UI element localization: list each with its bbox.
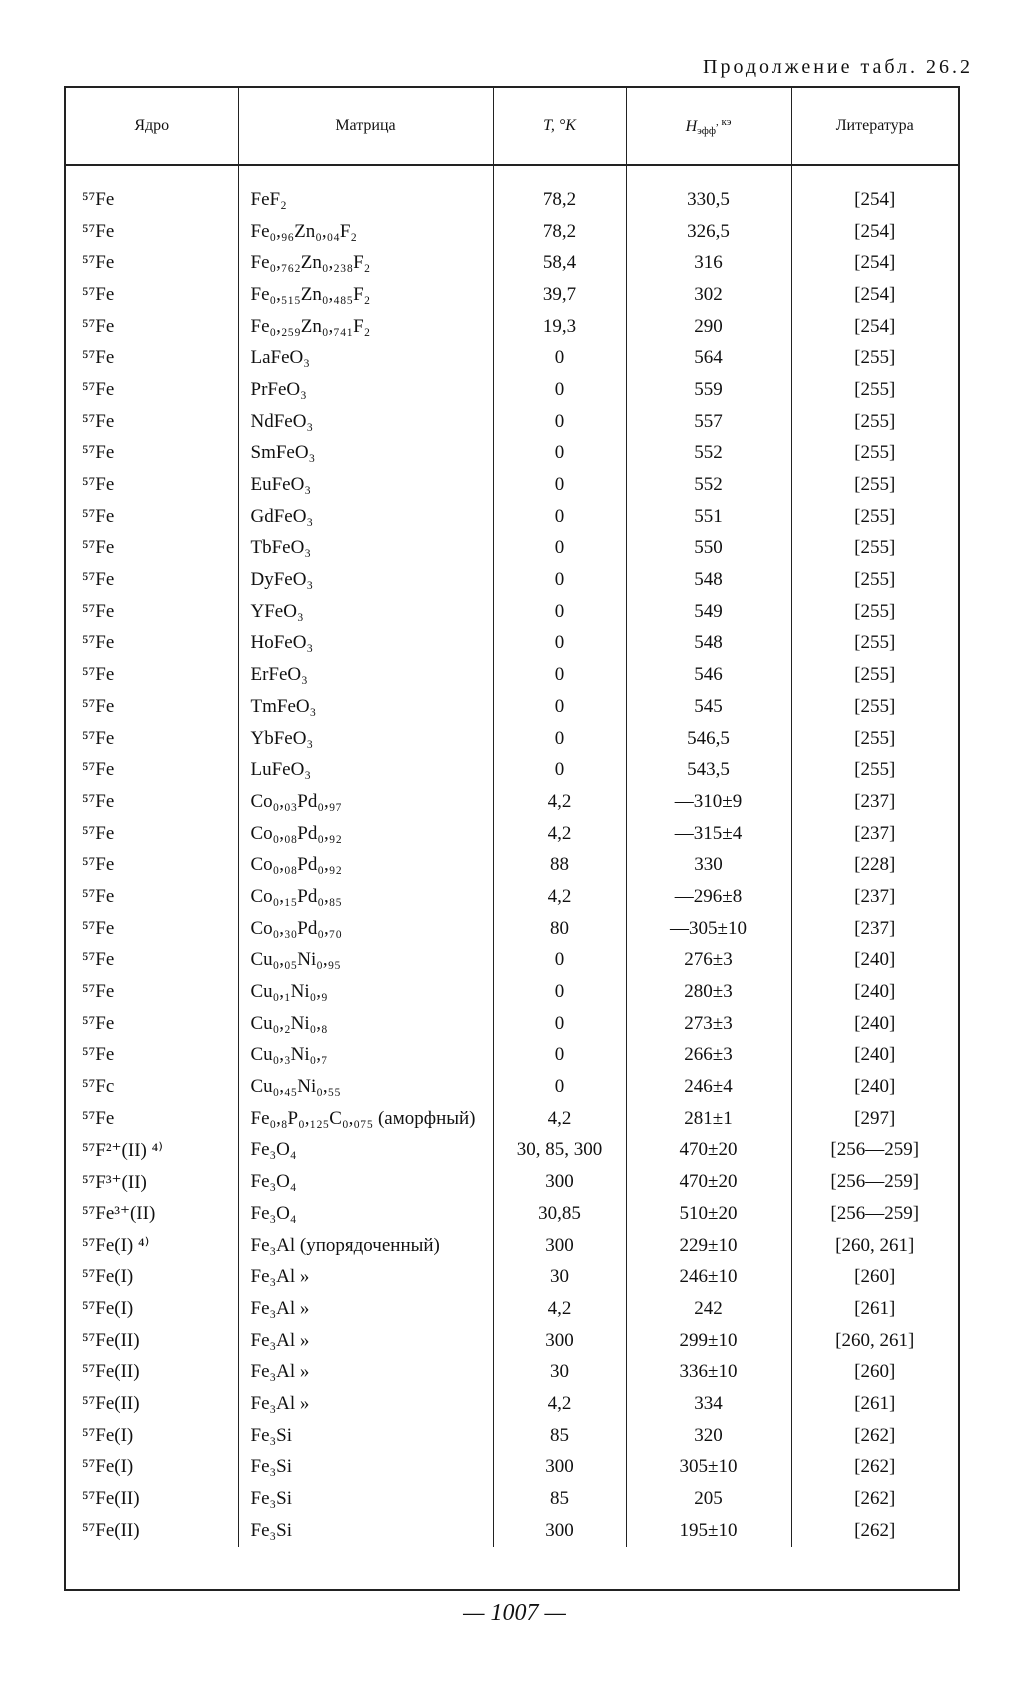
table-row — [66, 406, 958, 438]
cell-reference: [255] — [791, 406, 958, 438]
table-row — [66, 1166, 958, 1198]
cell-temperature: 0 — [493, 659, 626, 691]
header-references: Литература — [791, 88, 958, 165]
cell-nucleus: ⁵⁷Fe(I) ⁴⁾ — [82, 1235, 150, 1257]
table-row — [66, 1261, 958, 1293]
table-row — [66, 1071, 958, 1103]
cell-matrix: Fe₃Al » — [238, 1261, 493, 1293]
table-row — [66, 1420, 958, 1452]
cell-field: 330 — [626, 849, 791, 881]
cell-field: 510±20 — [626, 1198, 791, 1230]
cell-field: 557 — [626, 406, 791, 438]
cell-matrix: ErFeO₃ — [238, 659, 493, 691]
cell-field: 320 — [626, 1420, 791, 1452]
cell-reference: [260, 261] — [791, 1325, 958, 1357]
cell-matrix: Co₀,₁₅Pd₀,₈₅ — [238, 881, 493, 913]
table-row — [66, 723, 958, 755]
cell-reference: [260] — [791, 1261, 958, 1293]
table-row — [66, 564, 958, 596]
cell-reference: [237] — [791, 786, 958, 818]
cell-nucleus: ⁵⁷Fe — [82, 252, 115, 274]
cell-matrix: Co₀,₀₈Pd₀,₉₂ — [238, 849, 493, 881]
cell-reference: [261] — [791, 1293, 958, 1325]
cell-matrix: Cu₀,₃Ni₀,₇ — [238, 1040, 493, 1072]
cell-reference: [256—259] — [791, 1166, 958, 1198]
cell-field: 330,5 — [626, 165, 791, 216]
header-matrix: Матрица — [238, 88, 493, 165]
cell-field: 546,5 — [626, 723, 791, 755]
cell-matrix: Fe₃Si — [238, 1420, 493, 1452]
cell-reference: [254] — [791, 216, 958, 248]
table-row — [66, 1356, 958, 1388]
cell-temperature: 80 — [493, 913, 626, 945]
cell-temperature: 0 — [493, 564, 626, 596]
cell-temperature: 0 — [493, 342, 626, 374]
cell-reference: [255] — [791, 564, 958, 596]
table-row — [66, 818, 958, 850]
cell-nucleus: ⁵⁷Fe — [82, 505, 115, 527]
cell-field: —310±9 — [626, 786, 791, 818]
cell-nucleus: ⁵⁷Fe — [82, 220, 115, 242]
cell-temperature: 300 — [493, 1515, 626, 1547]
cell-nucleus: ⁵⁷Fe — [82, 885, 115, 907]
cell-nucleus: ⁵⁷Fe(II) — [82, 1392, 140, 1414]
cell-temperature: 0 — [493, 438, 626, 470]
cell-field: 290 — [626, 311, 791, 343]
cell-temperature: 85 — [493, 1420, 626, 1452]
cell-field: 559 — [626, 374, 791, 406]
table-row — [66, 216, 958, 248]
header-row — [66, 88, 958, 165]
cell-nucleus: ⁵⁷Fe — [82, 537, 115, 559]
cell-nucleus: ⁵⁷F²⁺(II) ⁴⁾ — [82, 1139, 163, 1161]
cell-matrix: YFeO₃ — [238, 596, 493, 628]
header-temperature — [493, 88, 626, 165]
cell-field: —305±10 — [626, 913, 791, 945]
data-table — [66, 88, 958, 1547]
cell-matrix: Fe₃Al (упорядоченный) — [238, 1230, 493, 1262]
cell-matrix: Cu₀,₀₅Ni₀,₉₅ — [238, 945, 493, 977]
cell-field: 246±10 — [626, 1261, 791, 1293]
cell-matrix: YbFeO₃ — [238, 723, 493, 755]
cell-field: 545 — [626, 691, 791, 723]
cell-reference: [254] — [791, 311, 958, 343]
cell-matrix: Cu₀,₄₅Ni₀,₅₅ — [238, 1071, 493, 1103]
cell-field: 546 — [626, 659, 791, 691]
cell-reference: [255] — [791, 596, 958, 628]
cell-reference: [255] — [791, 501, 958, 533]
cell-field: 302 — [626, 279, 791, 311]
cell-reference: [255] — [791, 691, 958, 723]
cell-nucleus: ⁵⁷Fe(I) — [82, 1297, 134, 1319]
cell-field: 281±1 — [626, 1103, 791, 1135]
cell-nucleus: ⁵⁷Fe — [82, 632, 115, 654]
cell-field: 280±3 — [626, 976, 791, 1008]
cell-reference: [261] — [791, 1388, 958, 1420]
cell-reference: [255] — [791, 342, 958, 374]
cell-field: 273±3 — [626, 1008, 791, 1040]
table-row — [66, 1388, 958, 1420]
cell-nucleus: ⁵⁷Fe — [82, 1107, 115, 1129]
cell-matrix: Fe₃Al » — [238, 1356, 493, 1388]
table-row — [66, 342, 958, 374]
cell-nucleus: ⁵⁷Fe — [82, 664, 115, 686]
cell-temperature: 300 — [493, 1230, 626, 1262]
cell-matrix: EuFeO₃ — [238, 469, 493, 501]
table-row — [66, 469, 958, 501]
cell-nucleus: ⁵⁷Fe(I) — [82, 1456, 134, 1478]
cell-field: 550 — [626, 533, 791, 565]
cell-matrix: Fe₃Si — [238, 1515, 493, 1547]
header-nucleus: Ядро — [66, 88, 238, 165]
cell-matrix: Cu₀,₁Ni₀,₉ — [238, 976, 493, 1008]
cell-temperature: 0 — [493, 691, 626, 723]
cell-reference: [237] — [791, 881, 958, 913]
table-row — [66, 786, 958, 818]
cell-reference: [228] — [791, 849, 958, 881]
cell-matrix: Co₀,₀₃Pd₀,₉₇ — [238, 786, 493, 818]
cell-temperature: 300 — [493, 1166, 626, 1198]
cell-matrix: Fe₀,₅₁₅Zn₀,₄₈₅F₂ — [238, 279, 493, 311]
cell-temperature: 0 — [493, 596, 626, 628]
cell-field: 246±4 — [626, 1071, 791, 1103]
table-row — [66, 1325, 958, 1357]
header-temperature-label: T, °K — [543, 117, 576, 134]
cell-field: 552 — [626, 438, 791, 470]
cell-reference: [255] — [791, 469, 958, 501]
cell-matrix: Fe₃O₄ — [238, 1198, 493, 1230]
table-row — [66, 165, 958, 216]
cell-reference: [260, 261] — [791, 1230, 958, 1262]
cell-temperature: 0 — [493, 723, 626, 755]
cell-nucleus: ⁵⁷Fe — [82, 981, 115, 1003]
cell-nucleus: ⁵⁷Fe(II) — [82, 1488, 140, 1510]
cell-nucleus: ⁵⁷Fe — [82, 410, 115, 432]
cell-temperature: 4,2 — [493, 881, 626, 913]
cell-field: 551 — [626, 501, 791, 533]
cell-field: 470±20 — [626, 1166, 791, 1198]
table-row — [66, 311, 958, 343]
cell-field: 336±10 — [626, 1356, 791, 1388]
table-row — [66, 754, 958, 786]
table-row — [66, 1135, 958, 1167]
cell-temperature: 0 — [493, 501, 626, 533]
cell-reference: [255] — [791, 659, 958, 691]
cell-temperature: 0 — [493, 628, 626, 660]
cell-field: 334 — [626, 1388, 791, 1420]
cell-field: 549 — [626, 596, 791, 628]
cell-matrix: HoFeO₃ — [238, 628, 493, 660]
table-row — [66, 1515, 958, 1547]
cell-field: 326,5 — [626, 216, 791, 248]
cell-reference: [262] — [791, 1515, 958, 1547]
cell-matrix: Fe₃O₄ — [238, 1166, 493, 1198]
cell-matrix: SmFeO₃ — [238, 438, 493, 470]
cell-nucleus: ⁵⁷Fe — [82, 1012, 115, 1034]
cell-matrix: Fe₃Al » — [238, 1293, 493, 1325]
cell-temperature: 0 — [493, 945, 626, 977]
table-row — [66, 1198, 958, 1230]
cell-temperature: 4,2 — [493, 1293, 626, 1325]
cell-nucleus: ⁵⁷Fe — [82, 854, 115, 876]
cell-temperature: 78,2 — [493, 216, 626, 248]
cell-matrix: PrFeO₃ — [238, 374, 493, 406]
cell-reference: [262] — [791, 1420, 958, 1452]
cell-field: —296±8 — [626, 881, 791, 913]
cell-field: 470±20 — [626, 1135, 791, 1167]
table-body — [66, 165, 958, 1547]
cell-matrix: TbFeO₃ — [238, 533, 493, 565]
cell-nucleus: ⁵⁷Fe — [82, 695, 115, 717]
cell-temperature: 0 — [493, 406, 626, 438]
cell-reference: [262] — [791, 1483, 958, 1515]
cell-temperature: 19,3 — [493, 311, 626, 343]
cell-reference: [240] — [791, 1071, 958, 1103]
cell-reference: [255] — [791, 754, 958, 786]
header-field — [626, 88, 791, 165]
cell-field: 305±10 — [626, 1452, 791, 1484]
cell-nucleus: ⁵⁷Fe — [82, 600, 115, 622]
table-row — [66, 501, 958, 533]
cell-field: —315±4 — [626, 818, 791, 850]
cell-matrix: Fe₀,₈P₀,₁₂₅C₀,₀₇₅ (аморфный) — [238, 1103, 493, 1135]
page-number: — 1007 — — [463, 1600, 566, 1626]
cell-temperature: 4,2 — [493, 818, 626, 850]
header-field-unit: , кэ — [716, 115, 732, 128]
cell-reference: [254] — [791, 165, 958, 216]
cell-nucleus: ⁵⁷Fe — [82, 949, 115, 971]
cell-nucleus: ⁵⁷Fe — [82, 790, 115, 812]
cell-reference: [255] — [791, 628, 958, 660]
cell-reference: [240] — [791, 1040, 958, 1072]
data-table-frame — [64, 86, 960, 1591]
table-row — [66, 279, 958, 311]
cell-temperature: 0 — [493, 976, 626, 1008]
cell-temperature: 85 — [493, 1483, 626, 1515]
cell-temperature: 30 — [493, 1356, 626, 1388]
cell-field: 205 — [626, 1483, 791, 1515]
cell-temperature: 0 — [493, 1008, 626, 1040]
cell-reference: [237] — [791, 818, 958, 850]
table-row — [66, 849, 958, 881]
cell-nucleus: ⁵⁷Fe — [82, 315, 115, 337]
cell-temperature: 88 — [493, 849, 626, 881]
cell-nucleus: ⁵⁷Fe — [82, 917, 115, 939]
cell-temperature: 4,2 — [493, 1388, 626, 1420]
table-row — [66, 1230, 958, 1262]
cell-temperature: 30, 85, 300 — [493, 1135, 626, 1167]
cell-matrix: Fe₀,₉₆Zn₀,₀₄F₂ — [238, 216, 493, 248]
cell-nucleus: ⁵⁷Fe — [82, 442, 115, 464]
table-row — [66, 1103, 958, 1135]
cell-nucleus: ⁵⁷Fe(I) — [82, 1424, 134, 1446]
cell-reference: [255] — [791, 723, 958, 755]
cell-reference: [262] — [791, 1452, 958, 1484]
cell-reference: [297] — [791, 1103, 958, 1135]
cell-nucleus: ⁵⁷Fe — [82, 283, 115, 305]
cell-field: 548 — [626, 628, 791, 660]
cell-reference: [255] — [791, 533, 958, 565]
cell-nucleus: ⁵⁷Fe — [82, 569, 115, 591]
table-row — [66, 438, 958, 470]
cell-nucleus: ⁵⁷Fe — [82, 727, 115, 749]
cell-nucleus: ⁵⁷Fe — [82, 1044, 115, 1066]
cell-nucleus: ⁵⁷Fe — [82, 188, 115, 210]
table-row — [66, 596, 958, 628]
header-field-subscript: эфф — [697, 124, 716, 137]
cell-nucleus: ⁵⁷Fe — [82, 759, 115, 781]
table-row — [66, 976, 958, 1008]
cell-reference: [255] — [791, 374, 958, 406]
table-row — [66, 659, 958, 691]
cell-matrix: Fe₃Si — [238, 1483, 493, 1515]
table-row — [66, 533, 958, 565]
table-row — [66, 1008, 958, 1040]
header-field-symbol: H — [685, 117, 698, 135]
cell-nucleus: ⁵⁷Fe — [82, 474, 115, 496]
cell-matrix: Co₀,₀₈Pd₀,₉₂ — [238, 818, 493, 850]
table-row — [66, 1483, 958, 1515]
cell-field: 316 — [626, 247, 791, 279]
cell-reference: [254] — [791, 279, 958, 311]
cell-field: 543,5 — [626, 754, 791, 786]
cell-temperature: 4,2 — [493, 1103, 626, 1135]
cell-matrix: Co₀,₃₀Pd₀,₇₀ — [238, 913, 493, 945]
cell-reference: [240] — [791, 976, 958, 1008]
cell-nucleus: ⁵⁷Fe(II) — [82, 1519, 140, 1541]
cell-nucleus: ⁵⁷Fe(II) — [82, 1361, 140, 1383]
cell-nucleus: ⁵⁷Fe — [82, 347, 115, 369]
cell-matrix: Fe₃O₄ — [238, 1135, 493, 1167]
table-row — [66, 913, 958, 945]
cell-matrix: Fe₀,₂₅₉Zn₀,₇₄₁F₂ — [238, 311, 493, 343]
cell-reference: [240] — [791, 945, 958, 977]
cell-reference: [256—259] — [791, 1135, 958, 1167]
cell-temperature: 0 — [493, 754, 626, 786]
cell-reference: [254] — [791, 247, 958, 279]
cell-field: 242 — [626, 1293, 791, 1325]
table-row — [66, 374, 958, 406]
cell-matrix: TmFeO₃ — [238, 691, 493, 723]
cell-temperature: 78,2 — [493, 165, 626, 216]
cell-temperature: 30,85 — [493, 1198, 626, 1230]
table-row — [66, 1293, 958, 1325]
cell-reference: [240] — [791, 1008, 958, 1040]
cell-reference: [256—259] — [791, 1198, 958, 1230]
cell-matrix: LuFeO₃ — [238, 754, 493, 786]
cell-temperature: 0 — [493, 1040, 626, 1072]
cell-nucleus: ⁵⁷Fe(II) — [82, 1329, 140, 1351]
cell-matrix: NdFeO₃ — [238, 406, 493, 438]
cell-field: 266±3 — [626, 1040, 791, 1072]
cell-temperature: 0 — [493, 533, 626, 565]
table-row — [66, 1040, 958, 1072]
cell-field: 229±10 — [626, 1230, 791, 1262]
cell-temperature: 0 — [493, 469, 626, 501]
cell-temperature: 4,2 — [493, 786, 626, 818]
cell-field: 564 — [626, 342, 791, 374]
table-row — [66, 881, 958, 913]
cell-nucleus: ⁵⁷Fe(I) — [82, 1266, 134, 1288]
cell-matrix: Fe₃Si — [238, 1452, 493, 1484]
table-row — [66, 945, 958, 977]
table-row — [66, 1452, 958, 1484]
table-header — [66, 88, 958, 165]
cell-nucleus: ⁵⁷Fc — [82, 1076, 115, 1098]
cell-temperature: 39,7 — [493, 279, 626, 311]
table-row — [66, 247, 958, 279]
cell-nucleus: ⁵⁷Fe — [82, 822, 115, 844]
cell-matrix: Fe₃Al » — [238, 1325, 493, 1357]
cell-temperature: 300 — [493, 1452, 626, 1484]
cell-temperature: 0 — [493, 374, 626, 406]
table-continuation-caption: Продолжение табл. 26.2 — [703, 56, 973, 78]
table-row — [66, 628, 958, 660]
table-row — [66, 691, 958, 723]
cell-matrix: Fe₃Al » — [238, 1388, 493, 1420]
cell-nucleus: ⁵⁷F³⁺(II) — [82, 1171, 147, 1193]
cell-field: 299±10 — [626, 1325, 791, 1357]
cell-nucleus: ⁵⁷Fe³⁺(II) — [82, 1203, 156, 1225]
cell-matrix: LaFeO₃ — [238, 342, 493, 374]
cell-temperature: 0 — [493, 1071, 626, 1103]
cell-matrix: GdFeO₃ — [238, 501, 493, 533]
cell-matrix: Fe₀,₇₆₂Zn₀,₂₃₈F₂ — [238, 247, 493, 279]
cell-field: 552 — [626, 469, 791, 501]
cell-matrix: FeF₂ — [238, 165, 493, 216]
cell-field: 548 — [626, 564, 791, 596]
cell-matrix: DyFeO₃ — [238, 564, 493, 596]
cell-nucleus: ⁵⁷Fe — [82, 378, 115, 400]
cell-reference: [255] — [791, 438, 958, 470]
cell-temperature: 58,4 — [493, 247, 626, 279]
cell-matrix: Cu₀,₂Ni₀,₈ — [238, 1008, 493, 1040]
cell-temperature: 300 — [493, 1325, 626, 1357]
cell-reference: [237] — [791, 913, 958, 945]
cell-field: 195±10 — [626, 1515, 791, 1547]
cell-reference: [260] — [791, 1356, 958, 1388]
cell-field: 276±3 — [626, 945, 791, 977]
cell-temperature: 30 — [493, 1261, 626, 1293]
